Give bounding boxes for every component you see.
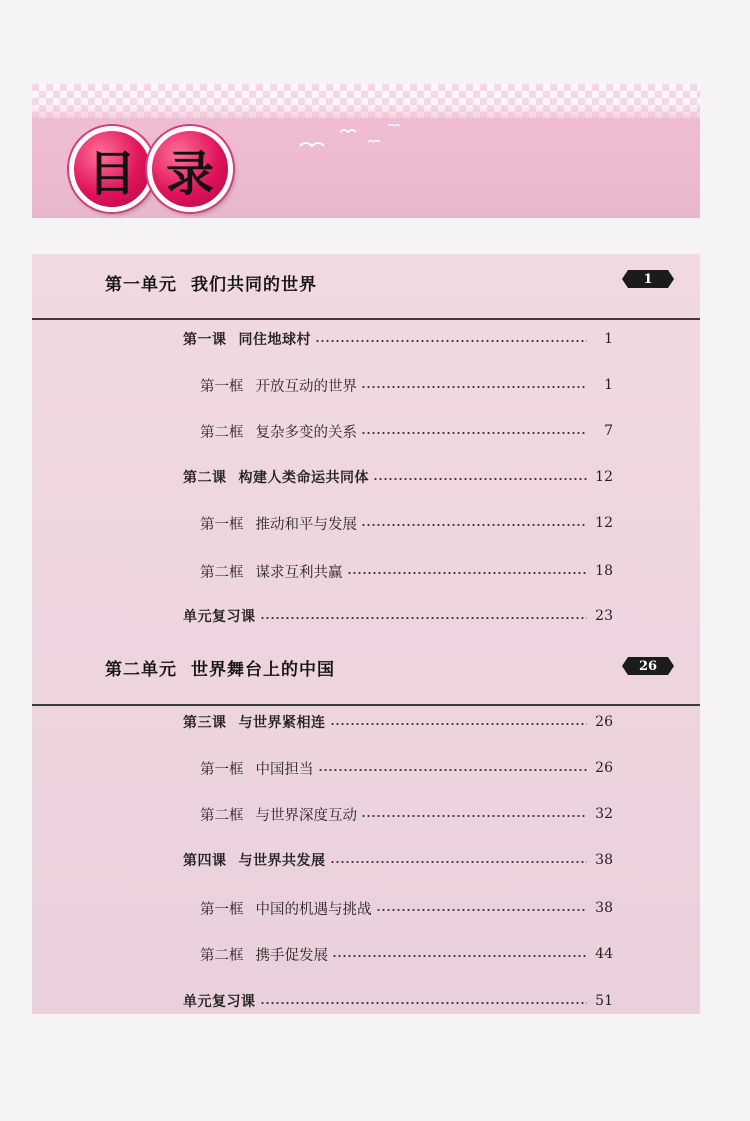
unit-label: 第一单元 bbox=[105, 275, 177, 295]
page-number: 32 bbox=[595, 806, 613, 822]
page-number: 26 bbox=[595, 714, 613, 730]
toc-entry-frame[interactable]: 第一框 推动和平与发展 12 bbox=[200, 515, 613, 533]
toc-entry-frame[interactable]: 第二框 携手促发展 44 bbox=[200, 946, 613, 964]
toc-title-char-2: 录 bbox=[147, 126, 233, 212]
toc-entry-frame[interactable]: 第二框 与世界深度互动 32 bbox=[200, 806, 613, 824]
page-number: 18 bbox=[595, 563, 613, 579]
toc-entry-lesson[interactable]: 第三课 与世界紧相连 26 bbox=[183, 714, 613, 731]
page-number: 12 bbox=[595, 469, 613, 485]
unit-page-badge: 26 bbox=[628, 657, 668, 675]
toc-entry-frame[interactable]: 第一框 中国的机遇与挑战 38 bbox=[200, 900, 613, 918]
seagull-icons bbox=[290, 118, 410, 158]
unit-divider bbox=[32, 318, 700, 320]
unit-title: 世界舞台上的中国 bbox=[191, 660, 335, 680]
page-number: 12 bbox=[595, 515, 613, 531]
toc-entry-frame[interactable]: 第一框 中国担当 26 bbox=[200, 760, 613, 778]
leader-dots bbox=[318, 769, 588, 771]
toc-entry-review[interactable]: 单元复习课 51 bbox=[183, 993, 613, 1010]
toc-entry-frame[interactable]: 第二框 复杂多变的关系 7 bbox=[200, 423, 613, 441]
toc-entry-frame[interactable]: 第一框 开放互动的世界 1 bbox=[200, 377, 613, 395]
unit-title: 我们共同的世界 bbox=[191, 275, 317, 295]
toc-entry-review[interactable]: 单元复习课 23 bbox=[183, 608, 613, 625]
leader-dots bbox=[361, 524, 587, 526]
leader-dots bbox=[260, 1002, 588, 1004]
toc-entry-lesson[interactable]: 第二课 构建人类命运共同体 12 bbox=[183, 469, 613, 486]
leader-dots bbox=[347, 572, 588, 574]
unit-label: 第二单元 bbox=[105, 660, 177, 680]
leader-dots bbox=[315, 340, 587, 342]
unit-page-badge: 1 bbox=[628, 270, 668, 288]
page-number: 44 bbox=[595, 946, 613, 962]
page-number: 26 bbox=[595, 760, 613, 776]
leader-dots bbox=[361, 432, 587, 434]
toc-entry-frame[interactable]: 第二框 谋求互利共赢 18 bbox=[200, 563, 613, 581]
leader-dots bbox=[332, 955, 587, 957]
page-number: 38 bbox=[595, 852, 613, 868]
toc-entry-lesson[interactable]: 第一课 同住地球村 1 bbox=[183, 331, 613, 348]
leader-dots bbox=[330, 723, 588, 725]
toc-title-char-1: 目 bbox=[69, 126, 155, 212]
unit-heading[interactable] bbox=[105, 270, 317, 295]
page-number: 51 bbox=[595, 993, 613, 1009]
toc-entry-lesson[interactable]: 第四课 与世界共发展 38 bbox=[183, 852, 613, 869]
unit-heading[interactable] bbox=[105, 655, 335, 680]
leader-dots bbox=[330, 861, 588, 863]
unit-divider bbox=[32, 704, 700, 706]
leader-dots bbox=[361, 815, 587, 817]
leader-dots bbox=[376, 909, 588, 911]
page-number: 38 bbox=[595, 900, 613, 916]
leader-dots bbox=[361, 386, 587, 388]
page-number: 7 bbox=[604, 423, 613, 439]
leader-dots bbox=[260, 617, 588, 619]
leader-dots bbox=[373, 478, 587, 480]
page-number: 23 bbox=[595, 608, 613, 624]
page-number: 1 bbox=[604, 331, 613, 347]
page-number: 1 bbox=[604, 377, 613, 393]
